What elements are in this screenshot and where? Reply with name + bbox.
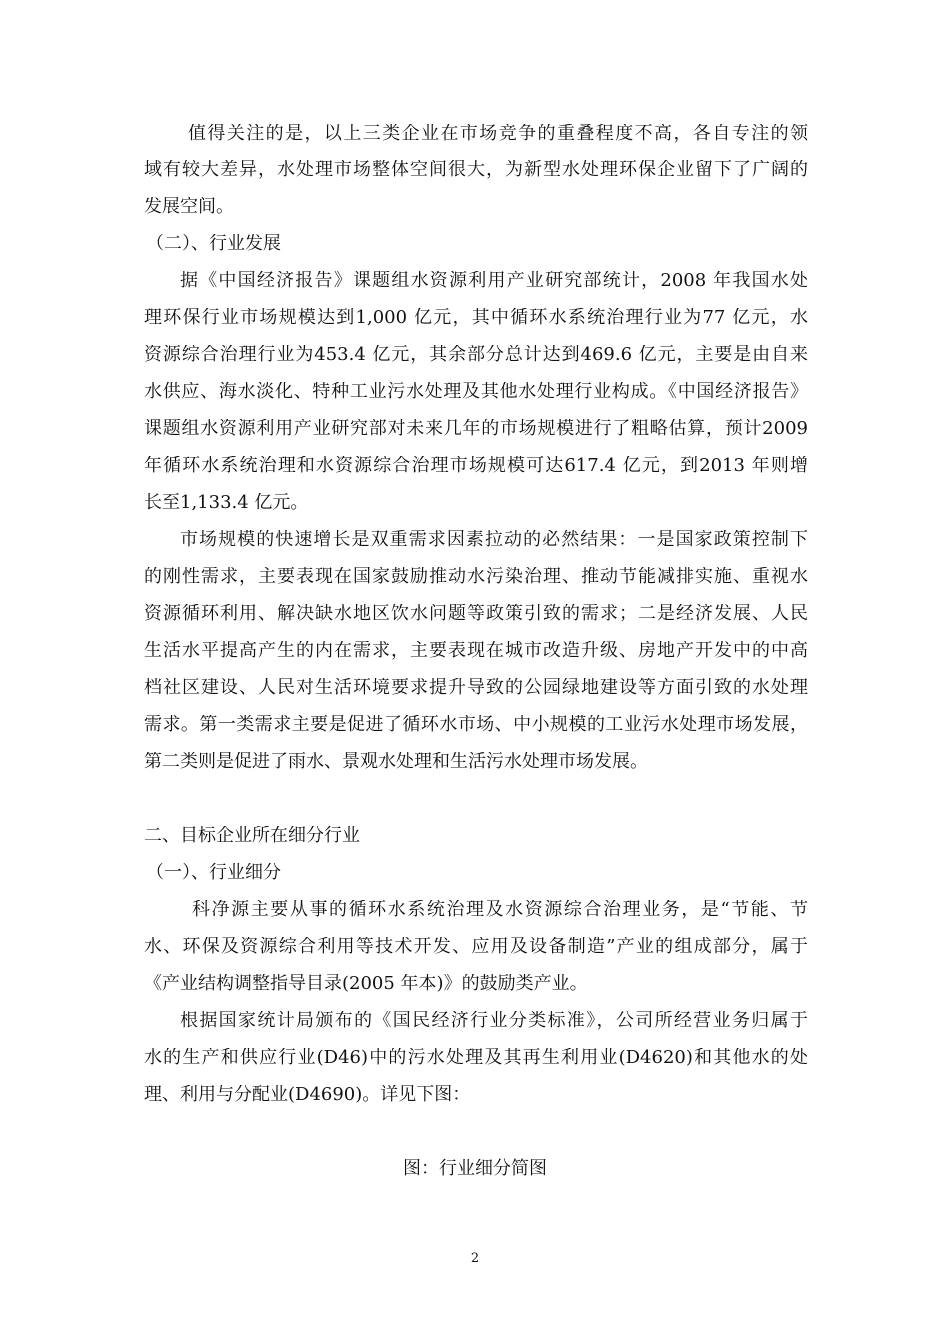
paragraph-line: 水、环保及资源综合利用等技术开发、应用及设备制造”产业的组成部分，属于 [144, 937, 808, 957]
paragraph-line: 据《中国经济报告》课题组水资源利用产业研究部统计，2008 年我国水处 [180, 271, 808, 291]
paragraph-line: 第二类则是促进了雨水、景观水处理和生活污水处理市场发展。 [144, 752, 648, 772]
section-heading: 二、目标企业所在细分行业 [144, 826, 360, 846]
paragraph-line: 理、利用与分配业(D4690)。详见下图： [144, 1085, 471, 1105]
paragraph-line: 发展空间。 [144, 197, 234, 217]
paragraph-line: 档社区建设、人民对生活环境要求提升导致的公园绿地建设等方面引致的水处理 [144, 678, 808, 698]
paragraph-line: 根据国家统计局颁布的《国民经济行业分类标准》，公司所经营业务归属于 [180, 1011, 808, 1031]
paragraph-line: 长至1,133.4 亿元。 [144, 493, 309, 513]
paragraph-line: 水供应、海水淡化、特种工业污水处理及其他水处理行业构成。《中国经济报告》 [144, 382, 808, 402]
paragraph-line: 域有较大差异，水处理市场整体空间很大，为新型水处理环保企业留下了广阔的 [144, 160, 808, 180]
paragraph-line: 《产业结构调整指导目录(2005 年本)》的鼓励类产业。 [144, 974, 588, 994]
paragraph-line: 课题组水资源利用产业研究部对未来几年的市场规模进行了粗略估算，预计2009 [144, 419, 808, 439]
paragraph-line: 值得关注的是，以上三类企业在市场竞争的重叠程度不高，各自专注的领 [188, 124, 808, 144]
paragraph-line: 的刚性需求，主要表现在国家鼓励推动水污染治理、推动节能减排实施、重视水 [144, 567, 808, 587]
section-heading: （一）、行业细分 [146, 863, 281, 883]
section-heading: （二）、行业发展 [146, 234, 281, 254]
paragraph-line: 需求。第一类需求主要是促进了循环水市场、中小规模的工业污水处理市场发展， [144, 715, 808, 735]
paragraph-line: 科净源主要从事的循环水系统治理及水资源综合治理业务，是“节能、节 [192, 900, 808, 920]
page-number: 2 [470, 1251, 480, 1266]
paragraph-line: 市场规模的快速增长是双重需求因素拉动的必然结果：一是国家政策控制下 [180, 530, 808, 550]
figure-caption: 图：行业细分简图 [403, 1158, 547, 1179]
paragraph-line: 资源循环利用、解决缺水地区饮水问题等政策引致的需求；二是经济发展、人民 [144, 604, 808, 624]
paragraph-line: 年循环水系统治理和水资源综合治理市场规模可达617.4 亿元，到2013 年则增 [144, 456, 808, 476]
paragraph-line: 水的生产和供应行业(D46)中的污水处理及其再生利用业(D4620)和其他水的处 [144, 1048, 808, 1068]
paragraph-line: 生活水平提高产生的内在需求，主要表现在城市改造升级、房地产开发中的中高 [144, 641, 808, 661]
paragraph-line: 理环保行业市场规模达到1,000 亿元，其中循环水系统治理行业为77 亿元，水 [144, 308, 808, 328]
paragraph-line: 资源综合治理行业为453.4 亿元，其余部分总计达到469.6 亿元，主要是由自来 [144, 345, 808, 365]
